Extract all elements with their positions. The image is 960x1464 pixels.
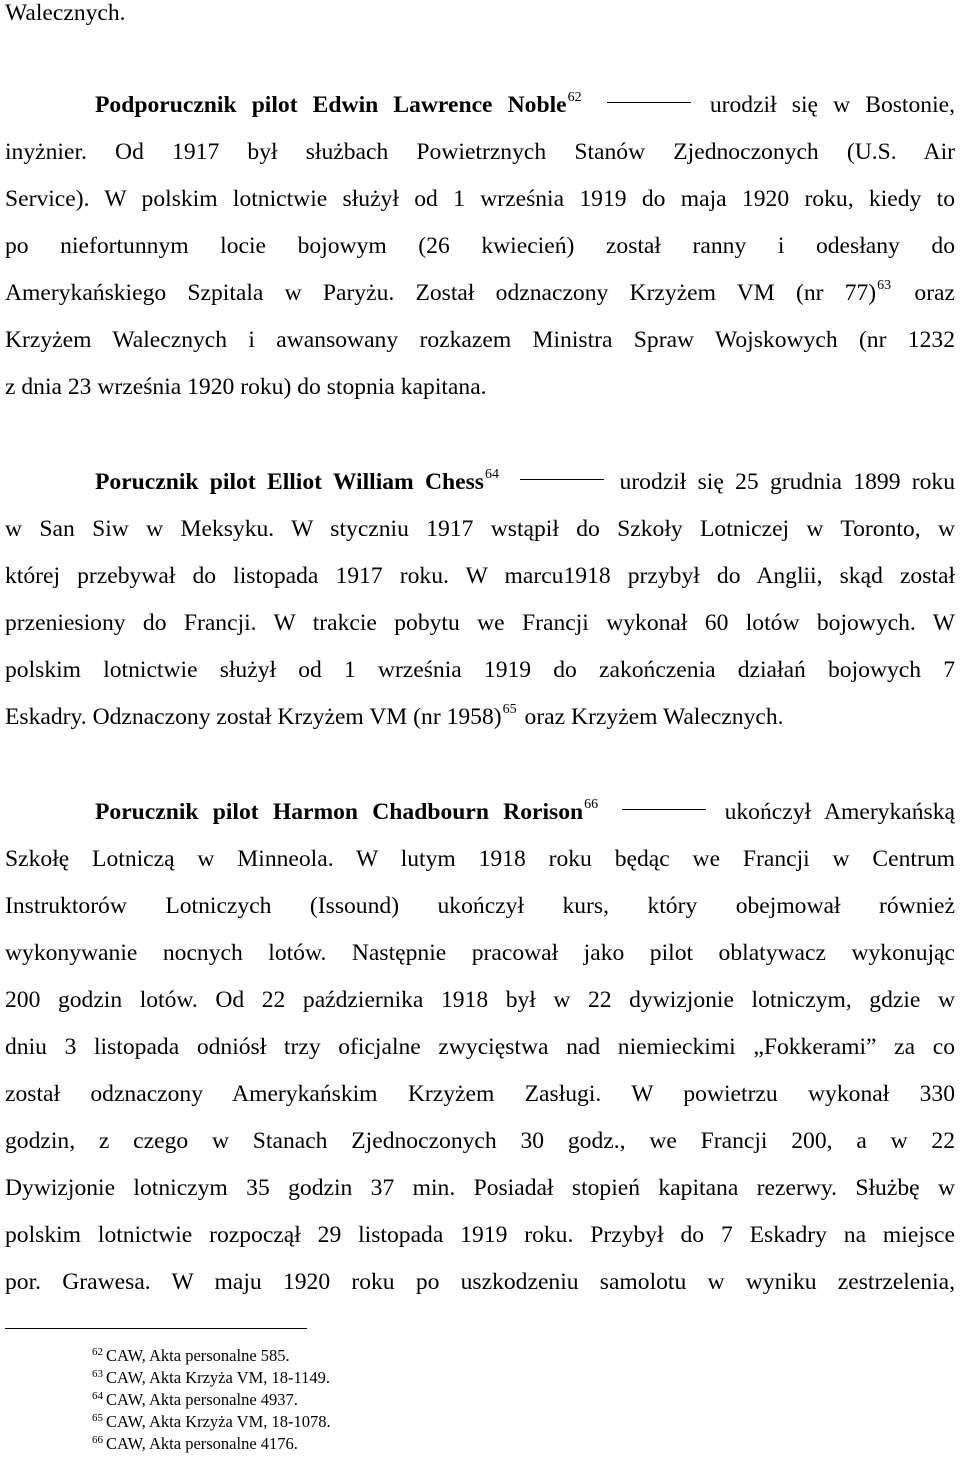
footnote-number: 65 [92,1412,103,1424]
paragraph-3-line-9: Dywizjonie lotniczym 35 godzin 37 min. Posiadał stopień kapitana rezerwy. Służbę w [5,1175,955,1201]
footnote-ref: 62 [567,90,582,105]
person-name: Porucznik pilot Elliot William Chess [95,469,484,495]
footnote-number: 63 [92,1368,103,1380]
person-name: Porucznik pilot Harmon Chadbourn Rorison [95,799,584,825]
footnote-text: CAW, Akta personalne 585. [106,1346,290,1365]
footnote-text: CAW, Akta Krzyża VM, 18-1149. [106,1368,330,1387]
paragraph-text: Walecznych. [5,0,126,26]
paragraph-3-line-4: wykonywanie nocnych lotów. Następnie pracował jako pilot oblatywacz wykonując [5,940,955,966]
paragraph-2-line-3: której przebywał do listopada 1917 roku. W marcu1918 przybył do Anglii, skąd został [5,563,955,589]
text-line [5,0,955,37]
paragraph-3-line-6: dniu 3 listopada odniósł trzy oficjalne zwycięstwa nad niemieckimi „Fokkerami” za co [5,1034,955,1060]
footnote-number: 64 [92,1390,103,1402]
footnote-number: 62 [92,1346,103,1358]
paragraph-3-line-5: 200 godzin lotów. Od 22 października 1918 był w 22 dywizjonie lotniczym, gdzie w [5,987,955,1013]
paragraph-2-line-6: Eskadry. Odznaczony został Krzyżem VM (nr 1958)$^{65}$ oraz Krzyżem Walecznych. [5,702,784,730]
paragraph-3-line-1: Porucznik pilot Harmon Chadbourn Rorison$^{66}$ ukończył Amerykańską [95,797,955,825]
paragraph-3-line-7: został odznaczony Amerykańskim Krzyżem Zasługi. W powietrzu wykonał 330 [5,1081,955,1107]
paragraph-3-line-11: por. Grawesa. W maju 1920 roku po uszkodzeniu samolotu w wyniku zestrzelenia, [5,1269,955,1295]
footnote-ref: 66 [584,797,599,812]
footnote-separator [5,1328,307,1329]
em-dash [520,479,604,480]
paragraph-1-line-1: Podporucznik pilot Edwin Lawrence Noble$^{62}$ urodził się w Bostonie, [95,90,956,118]
paragraph-1-line-2: inyżnier. Od 1917 był służbach Powietrznych Stanów Zjednoczonych (U.S. Air [5,139,955,165]
paragraph-3-line-3: Instruktorów Lotniczych (Issound) ukończył kurs, który obejmował również [5,893,955,919]
footnote [92,1411,331,1433]
footnote-ref: 63 [877,278,892,293]
footnote [92,1433,298,1455]
em-dash [622,809,706,810]
paragraph-1-line-6: Krzyżem Walecznych i awansowany rozkazem Ministra Spraw Wojskowych (nr 1232 [5,327,955,353]
footnote-text: CAW, Akta personalne 4176. [106,1434,298,1453]
paragraph-1-line-5: Amerykańskiego Szpitala w Paryżu. Został odznaczony Krzyżem VM (nr 77)$^{63}$ oraz [5,278,955,306]
paragraph-2-line-2: w San Siw w Meksyku. W styczniu 1917 wstąpił do Szkoły Lotniczej w Toronto, w [5,516,955,542]
paragraph-3-line-10: polskim lotnictwie rozpoczął 29 listopada 1919 roku. Przybył do 7 Eskadry na miejsce [5,1222,955,1248]
footnote-text: CAW, Akta Krzyża VM, 18-1078. [106,1412,331,1431]
paragraph-2-line-1: Porucznik pilot Elliot William Chess$^{64}$ urodził się 25 grudnia 1899 roku [95,467,956,495]
footnote [92,1345,290,1367]
person-name: Podporucznik pilot Edwin Lawrence Noble [95,92,567,118]
paragraph-3-line-2: Szkołę Lotniczą w Minneola. W lutym 1918 roku będąc we Francji w Centrum [5,846,955,872]
footnote [92,1367,330,1389]
paragraph-2-line-4: przeniesiony do Francji. W trakcie pobytu we Francji wykonał 60 lotów bojowych. W [5,610,955,636]
paragraph-1-line-4: po niefortunnym locie bojowym (26 kwiecień) został ranny i odesłany do [5,233,955,259]
em-dash [607,102,691,103]
footnote-number: 66 [92,1434,103,1446]
paragraph-2-line-5: polskim lotnictwie służył od 1 września 1919 do zakończenia działań bojowych 7 [5,657,955,683]
paragraph-1-line-7: z dnia 23 września 1920 roku) do stopnia kapitana. [5,374,487,400]
paragraph-3-line-8: godzin, z czego w Stanach Zjednoczonych 30 godz., we Francji 200, a w 22 [5,1128,955,1154]
footnote-ref: 64 [484,467,499,482]
footnote-text: CAW, Akta personalne 4937. [106,1390,298,1409]
footnote [92,1389,298,1411]
paragraph-1-line-3: Service). W polskim lotnictwie służył od 1 września 1919 do maja 1920 roku, kiedy to [5,186,955,212]
footnote-ref: 65 [502,702,517,717]
